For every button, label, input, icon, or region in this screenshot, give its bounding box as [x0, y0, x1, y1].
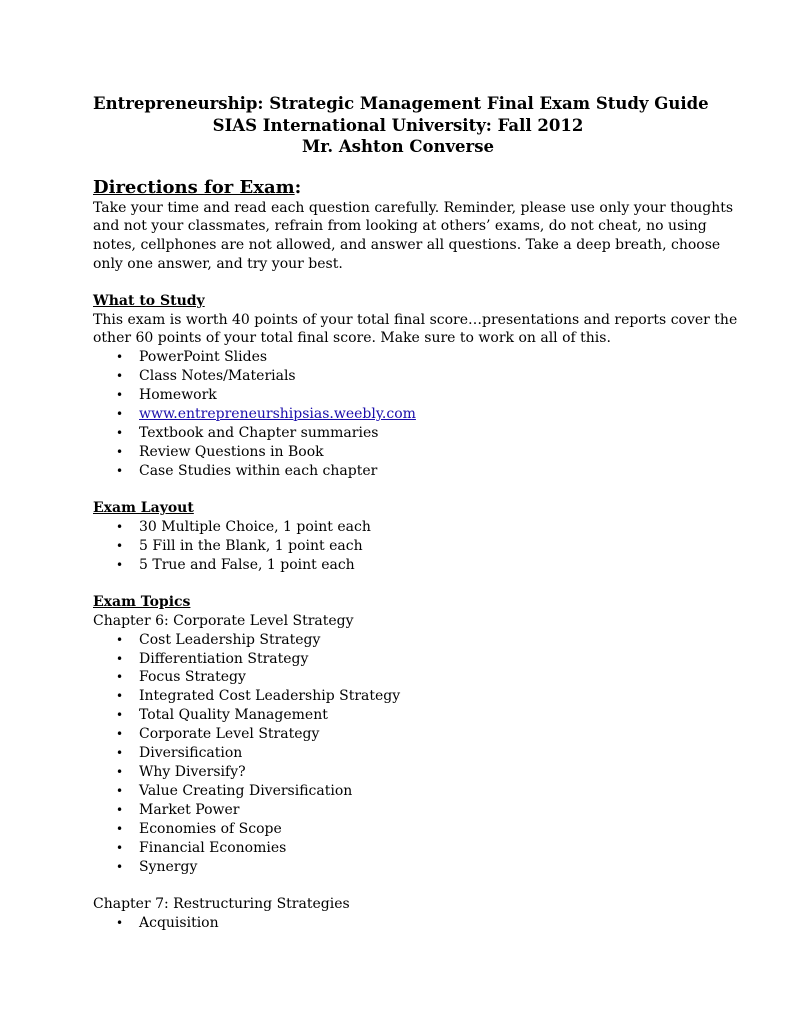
exam-layout-list: [93, 518, 703, 575]
list-item: [93, 706, 703, 725]
list-item-text: Acquisition: [139, 914, 219, 931]
list-item: [93, 386, 703, 405]
list-item-text: Financial Economies: [139, 839, 287, 856]
bullet-icon: •: [116, 670, 124, 685]
list-item-text: Class Notes/Materials: [139, 368, 296, 385]
what-to-study-heading: What to Study: [93, 293, 205, 309]
list-item: [93, 914, 703, 933]
bullet-icon: •: [116, 538, 124, 553]
bullet-icon: •: [116, 840, 124, 855]
bullet-icon: •: [116, 519, 124, 534]
list-item: [93, 668, 703, 687]
list-item: [93, 820, 703, 839]
bullet-icon: •: [116, 783, 124, 798]
list-item-text: Diversification: [139, 745, 243, 762]
bullet-icon: •: [116, 727, 124, 742]
what-to-study-paragraph: [93, 311, 738, 348]
list-item-text: Cost Leadership Strategy: [139, 631, 321, 648]
list-item: [93, 631, 703, 650]
bullet-icon: •: [116, 651, 124, 666]
directions-line: notes, cellphones are not allowed, and answer all questions. Take a deep breath, choose: [93, 236, 721, 253]
list-item-text: Value Creating Diversification: [139, 782, 353, 799]
bullet-icon: •: [116, 821, 124, 836]
list-item: [93, 367, 703, 386]
chapter-6-topic-list: [93, 631, 703, 877]
bullet-icon: •: [116, 369, 124, 384]
list-item: [93, 348, 703, 367]
list-item-text: Market Power: [139, 801, 240, 818]
list-item-text: Total Quality Management: [139, 707, 328, 724]
bullet-icon: •: [116, 689, 124, 704]
list-item: [93, 650, 703, 669]
document-page: [93, 93, 738, 933]
document-title: [93, 93, 709, 158]
bullet-icon: •: [116, 746, 124, 761]
title-line-course: Entrepreneurship: Strategic Management Final Exam Study Guide: [93, 94, 709, 113]
list-item: [93, 744, 703, 763]
list-item: [93, 537, 703, 556]
chapter-7-topic-list: [93, 914, 703, 933]
list-item: [93, 443, 703, 462]
what-to-study-line: This exam is worth 40 points of your total final score…presentations and reports cover the: [93, 311, 738, 328]
list-item-text: 5 True and False, 1 point each: [139, 556, 355, 573]
list-item-text: Case Studies within each chapter: [139, 462, 378, 479]
chapter-7-title: Chapter 7: Restructuring Strategies: [93, 896, 350, 913]
bullet-icon: •: [116, 708, 124, 723]
list-item: [93, 725, 703, 744]
list-item-text: Textbook and Chapter summaries: [139, 424, 379, 441]
bullet-icon: •: [116, 632, 124, 647]
list-item-text: Why Diversify?: [139, 764, 246, 780]
list-item: [93, 801, 703, 820]
list-item-text: Synergy: [139, 858, 198, 875]
bullet-icon: •: [116, 915, 124, 930]
title-line-university: SIAS International University: Fall 2012: [212, 115, 584, 135]
list-item-text: PowerPoint Slides: [139, 349, 268, 366]
bullet-icon: •: [116, 557, 124, 572]
bullet-icon: •: [116, 859, 124, 874]
directions-heading: [93, 177, 703, 199]
directions-line: Take your time and read each question carefully. Reminder, please use only your thoughts: [93, 199, 734, 216]
section-spacer: [93, 876, 703, 895]
directions-heading-colon: :: [294, 176, 302, 198]
list-item-text: Homework: [139, 386, 217, 403]
bullet-icon: •: [116, 387, 124, 402]
list-item: [93, 687, 703, 706]
title-line-instructor: Mr. Ashton Converse: [301, 137, 495, 156]
bullet-icon: •: [116, 802, 124, 817]
list-item: [93, 462, 703, 481]
directions-paragraph: [93, 199, 734, 274]
what-to-study-line: other 60 points of your total final score. Make sure to work on all of this.: [93, 330, 611, 347]
list-item: [93, 405, 703, 424]
list-item: [93, 518, 703, 537]
bullet-icon: •: [116, 350, 124, 365]
list-item: [93, 858, 703, 877]
bullet-icon: •: [116, 463, 124, 478]
bullet-icon: •: [116, 444, 124, 459]
list-item-text: 5 Fill in the Blank, 1 point each: [139, 537, 363, 554]
list-item-text: Focus Strategy: [139, 669, 246, 686]
exam-layout-heading: Exam Layout: [93, 500, 194, 517]
chapter-6-title: Chapter 6: Corporate Level Strategy: [93, 612, 354, 629]
what-to-study-list: [93, 348, 703, 480]
bullet-icon: •: [116, 425, 124, 440]
list-item: [93, 763, 703, 782]
list-item-text: Review Questions in Book: [139, 443, 324, 460]
list-item: [93, 556, 703, 575]
list-item: [93, 424, 703, 443]
bullet-icon: •: [116, 406, 124, 421]
directions-line: and not your classmates, refrain from looking at others’ exams, do not cheat, no using: [93, 218, 707, 235]
course-website-link[interactable]: www.entrepreneurshipsias.weebly.com: [139, 405, 416, 422]
list-item-text: Differentiation Strategy: [139, 650, 309, 667]
directions-line: only one answer, and try your best.: [93, 255, 343, 272]
list-item: [93, 782, 703, 801]
list-item-text: Integrated Cost Leadership Strategy: [139, 688, 401, 705]
bullet-icon: •: [116, 765, 124, 779]
list-item-text: 30 Multiple Choice, 1 point each: [139, 518, 371, 535]
list-item-text: Economies of Scope: [139, 820, 282, 837]
exam-topics-heading: Exam Topics: [93, 594, 191, 611]
directions-heading-text: Directions for Exam: [93, 176, 295, 198]
list-item-text: Corporate Level Strategy: [139, 726, 320, 743]
list-item: [93, 839, 703, 858]
